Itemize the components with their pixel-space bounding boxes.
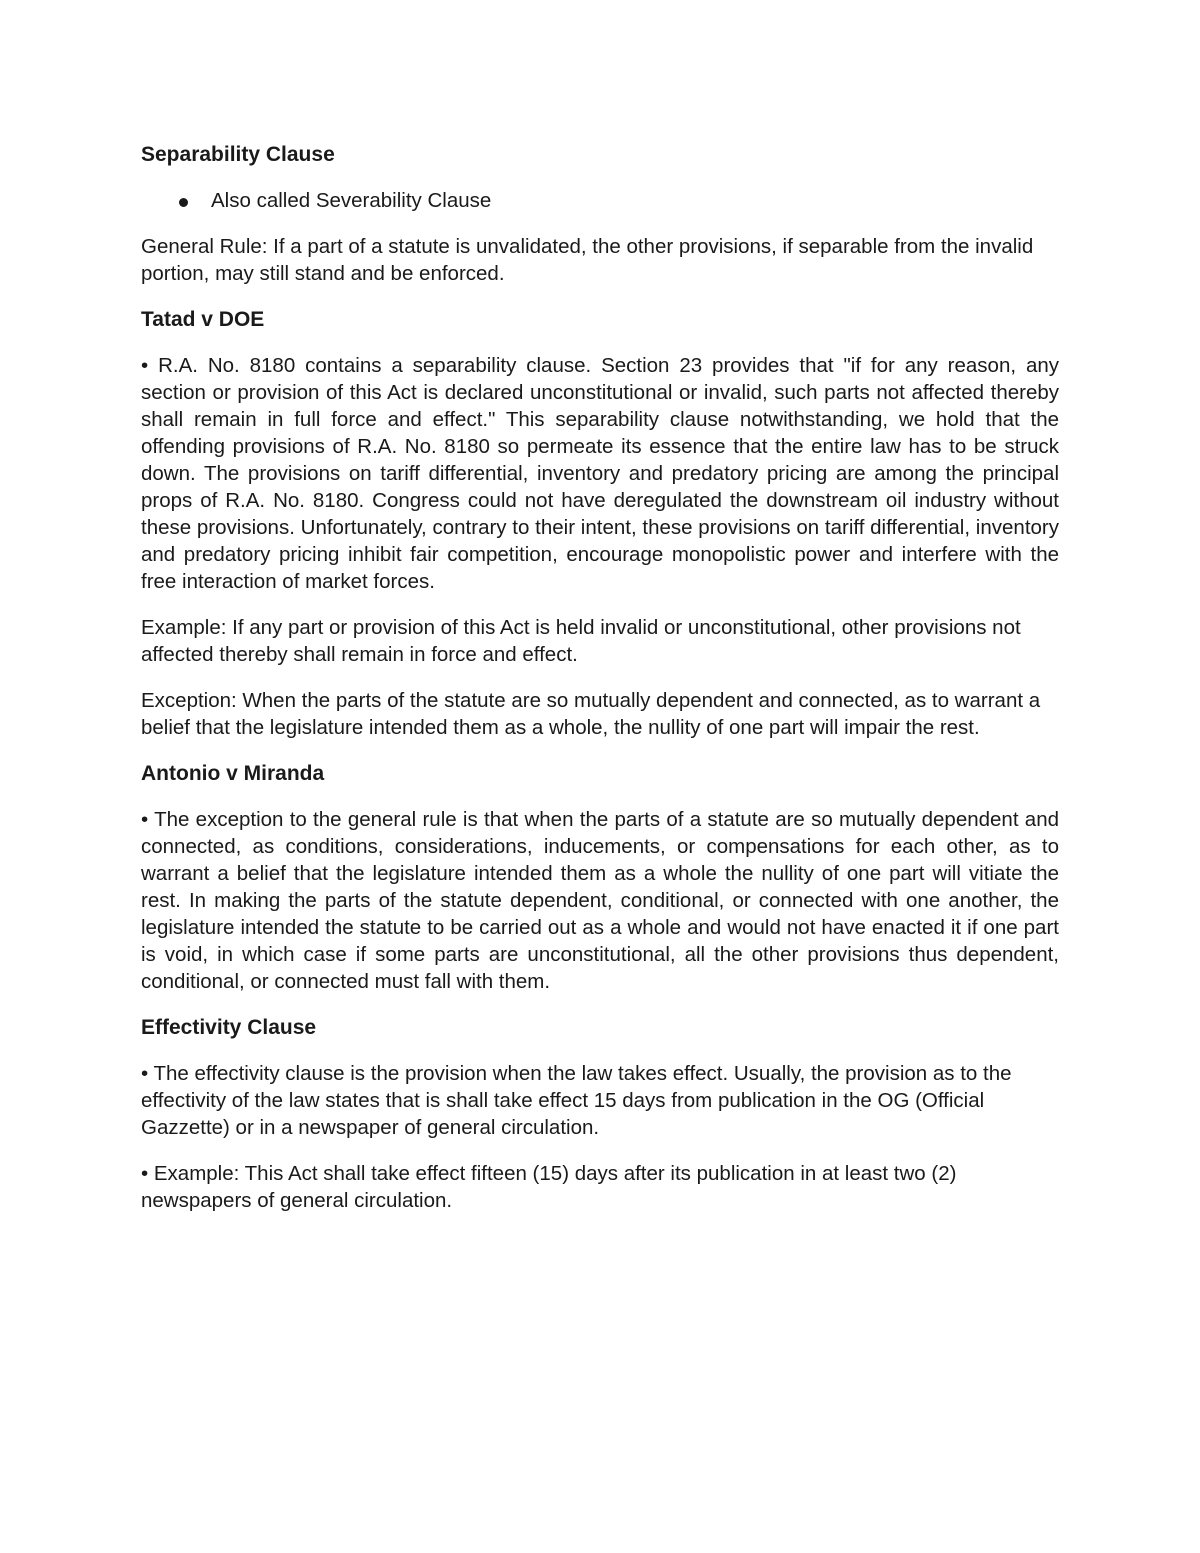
effectivity-example-paragraph: • Example: This Act shall take effect fifteen (15) days after its publication in at least two (2) newspapers of general circulation. <box>141 1162 957 1212</box>
exception-paragraph: Exception: When the parts of the statute are so mutually dependent and connected, as to warrant a belief that the legislature intended them as a whole, the nullity of one part will impair the rest. <box>141 689 1041 739</box>
heading-separability-clause: Separability Clause <box>141 143 335 166</box>
heading-antonio-v-miranda: Antonio v Miranda <box>141 762 325 785</box>
bullet-text: Also called Severability Clause <box>211 189 492 212</box>
example-paragraph: Example: If any part or provision of this Act is held invalid or unconstitutional, other provisions not affected thereby shall remain in force and effect. <box>141 616 1021 666</box>
bullet-dot-icon <box>179 198 188 207</box>
tatad-body-paragraph: • R.A. No. 8180 contains a separability clause. Section 23 provides that "if for any reason, any section or provision of this Act is declared unconstitutional or invalid, such parts not affected thereby shall remain in full force and effect." This separability clause notwithstanding, we hold that the offending provisions of R.A. No. 8180 so permeate its essence that the entire law has to be struck down. The provisions on tariff differential, inventory and predatory pricing are among the principal props of R.A. No. 8180. Congress could not have deregulated the downstream oil industry without these provisions. Unfortunately, contrary to their intent, these provisions on tariff differential, inventory and predatory pricing inhibit fair competition, encourage monopolistic power and interfere with the free interaction of market forces. <box>141 354 1059 593</box>
list-item <box>141 187 1059 214</box>
document-page <box>141 141 1059 1233</box>
heading-tatad-v-doe: Tatad v DOE <box>141 308 265 331</box>
antonio-body-paragraph: • The exception to the general rule is that when the parts of a statute are so mutually dependent and connected, as conditions, considerations, inducements, or compensations for each other, as to warrant a belief that the legislature intended them as a whole the nullity of one part will vitiate the rest. In making the parts of the statute dependent, conditional, or connected with one another, the legislature intended the statute to be carried out as a whole and would not have enacted it if one part is void, in which case if some parts are unconstitutional, all the other provisions thus dependent, conditional, or connected must fall with them. <box>141 808 1059 993</box>
heading-effectivity-clause: Effectivity Clause <box>141 1016 317 1039</box>
effectivity-body-paragraph: • The effectivity clause is the provision when the law takes effect. Usually, the provision as to the effectivity of the law states that is shall take effect 15 days from publication in the OG (Official Gazzette) or in a newspaper of general circulation. <box>141 1062 1012 1139</box>
separability-bullet-list <box>141 187 1059 214</box>
general-rule-paragraph: General Rule: If a part of a statute is unvalidated, the other provisions, if separable from the invalid portion, may still stand and be enforced. <box>141 235 1034 285</box>
